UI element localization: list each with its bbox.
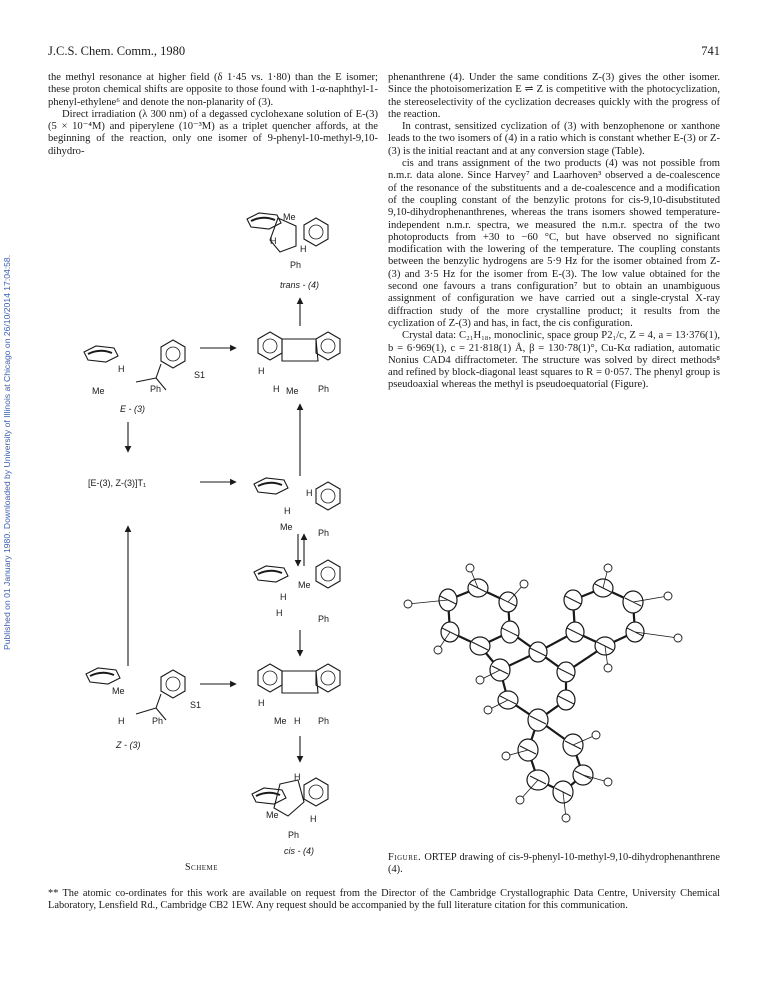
- journal-header: J.C.S. Chem. Comm., 1980: [48, 44, 186, 58]
- ortep-figure: [388, 560, 720, 850]
- right-paragraph-1: phenanthrene (4). Under the same conditions Z-(3) gives the other isomer. Since the photoisomerization E ⇌ Z is competitive with the photocyclization, the stereoselectivity of the cyclization decreases quickly with the progress of the reaction.: [388, 72, 720, 120]
- bottom-me-label: Me: [274, 716, 287, 726]
- bottom-h-label: H: [258, 698, 265, 708]
- trans4-h2-label: H: [300, 244, 307, 254]
- structure-triplet-biradical: [254, 478, 340, 538]
- structure-dihydro-intermediate-top: [258, 332, 340, 396]
- figure-label: Figure.: [388, 852, 422, 863]
- top-h2-label: H: [273, 384, 280, 394]
- trans4-ph-label: Ph: [290, 260, 302, 270]
- right-paragraph-4: Crystal data: C₂₁H₁₈, monoclinic, space group P2₁/c, Z = 4, a = 13·376(1), b = 6·969(1), c = 21·818(1) Å, β = 130·78(1)°, Cu-Kα radiation, automatic Nonius CAD4 diffractometer. The structure was solved by direct methods⁸ and refined by block-diagonal least squares to R = 0·057. The phenyl group is pseudoaxial whereas the methyl is pseudoequatorial (Figure).: [388, 330, 720, 391]
- structure-cis-4: [252, 772, 328, 856]
- top-me-label: Me: [286, 386, 299, 396]
- birad-h-label: H: [306, 488, 313, 498]
- cis4-h2-label: H: [310, 814, 317, 824]
- trans4-label: trans - (4): [280, 280, 320, 290]
- right-paragraph-2: In contrast, sensitized cyclization of (3) with benzophenone or xanthone leads to the two isomers of (4) in a ratio which is constant whether E-(3) or Z-(3) is the initial reactant and at any conversion stage (Table).: [388, 121, 720, 157]
- footnote: ** The atomic co-ordinates for this work are available on request from the Director of the Cambridge Crystallographic Data Centre, University Chemical Laboratory, Lensfield Rd., Cambridge CB2 1EW. Any request should be accompanied by the full literature citation for this communication.: [48, 888, 720, 911]
- right-column: [388, 72, 720, 392]
- structure-singlet-biradical: [254, 560, 340, 624]
- birad2-ph-label: Ph: [318, 614, 330, 624]
- cis4-me-label: Me: [266, 810, 279, 820]
- bottom-ph-label: Ph: [318, 716, 330, 726]
- figure-caption-text: ORTEP drawing of cis-9-phenyl-10-methyl-9,10-dihydrophenanthrene (4).: [388, 852, 720, 875]
- triplet-label: [E-(3), Z-(3)]T₁: [88, 478, 147, 488]
- e3-s1-label: S1: [194, 370, 206, 380]
- trans4-h-label: H: [270, 236, 277, 246]
- cis4-ph-label: Ph: [288, 830, 300, 840]
- right-paragraph-3: cis and trans assignment of the two products (4) was not possible from n.m.r. data alone. Since Harvey⁷ and Laarhoven³ observed a de-coalescence of the resonance of the substituents and a de-coalescence and a modification of the coupling constant of the benzylic protons for cis-9,10-disubstituted 9,10-dihydrophenanthrenes, whereas the trans isomers showed temperature-independent n.m.r. spectra, we measured the n.m.r. spectra of the two photoproducts from +30 to −60 °C, but have observed no significant modification with the lowering of the temperature. The coupling constants between the benzylic hydrogens are 5·9 Hz for the isomer obtained from Z-(3) and 3·5 Hz for the isomer from E-(3). The low value obtained for the second one favours a trans configuration⁷ but to obtain an unambiguous assignment of configuration we have carried out a single-crystal X-ray diffraction study of the more crystalline product; it results from the cyclization of Z-(3) and has, in fact, the cis configuration.: [388, 158, 720, 329]
- structure-dihydro-intermediate-bottom: [258, 664, 340, 726]
- e3-label: E - (3): [120, 404, 146, 414]
- figure-caption: [388, 852, 720, 876]
- download-watermark: Published on 01 January 1980. Downloaded by University of Illinois at Chicago on 26/10/2014 17:04:58.: [2, 254, 12, 650]
- top-h-label: H: [258, 366, 265, 376]
- z3-h-label: H: [118, 716, 125, 726]
- birad2-me-label: Me: [298, 580, 311, 590]
- birad-ph-label: Ph: [318, 528, 330, 538]
- structure-z-3: [86, 668, 201, 750]
- top-ph-label: Ph: [318, 384, 330, 394]
- left-paragraph-1: the methyl resonance at higher field (δ 1·45 vs. 1·80) than the E isomer; these proton chemical shifts are opposite to those found with 1-α-naphthyl-1-phenyl-ethylene⁶ and denote the non-planarity of (3).: [48, 72, 378, 108]
- birad2-h2-label: H: [276, 608, 283, 618]
- left-column: [48, 72, 378, 158]
- e3-ph-label: Ph: [150, 384, 162, 394]
- birad-h2-label: H: [284, 506, 291, 516]
- e3-me-label: Me: [92, 386, 105, 396]
- page-number: 741: [701, 44, 720, 58]
- scheme-caption: Scheme: [185, 862, 219, 873]
- z3-me-label: Me: [112, 686, 125, 696]
- bottom-h2-label: H: [294, 716, 301, 726]
- reaction-scheme: [48, 196, 378, 866]
- cis4-h-label: H: [294, 772, 301, 782]
- birad-me-label: Me: [280, 522, 293, 532]
- z3-ph-label: Ph: [152, 716, 164, 726]
- left-paragraph-2: Direct irradiation (λ 300 nm) of a degassed cyclohexane solution of E-(3) (5 × 10⁻⁴M) and piperylene (10⁻³M) as a triplet quencher affords, at the beginning of the reaction, only one isomer of 9-phenyl-10-methyl-9,10-dihydro-: [48, 108, 378, 157]
- z3-label: Z - (3): [116, 740, 141, 750]
- birad2-h-label: H: [280, 592, 287, 602]
- z3-s1-label: S1: [190, 700, 202, 710]
- structure-e-3: [84, 340, 205, 414]
- structure-trans-4: [247, 212, 328, 290]
- cis4-label: cis - (4): [284, 846, 314, 856]
- e3-h-label: H: [118, 364, 125, 374]
- trans4-me-label: Me: [283, 212, 296, 222]
